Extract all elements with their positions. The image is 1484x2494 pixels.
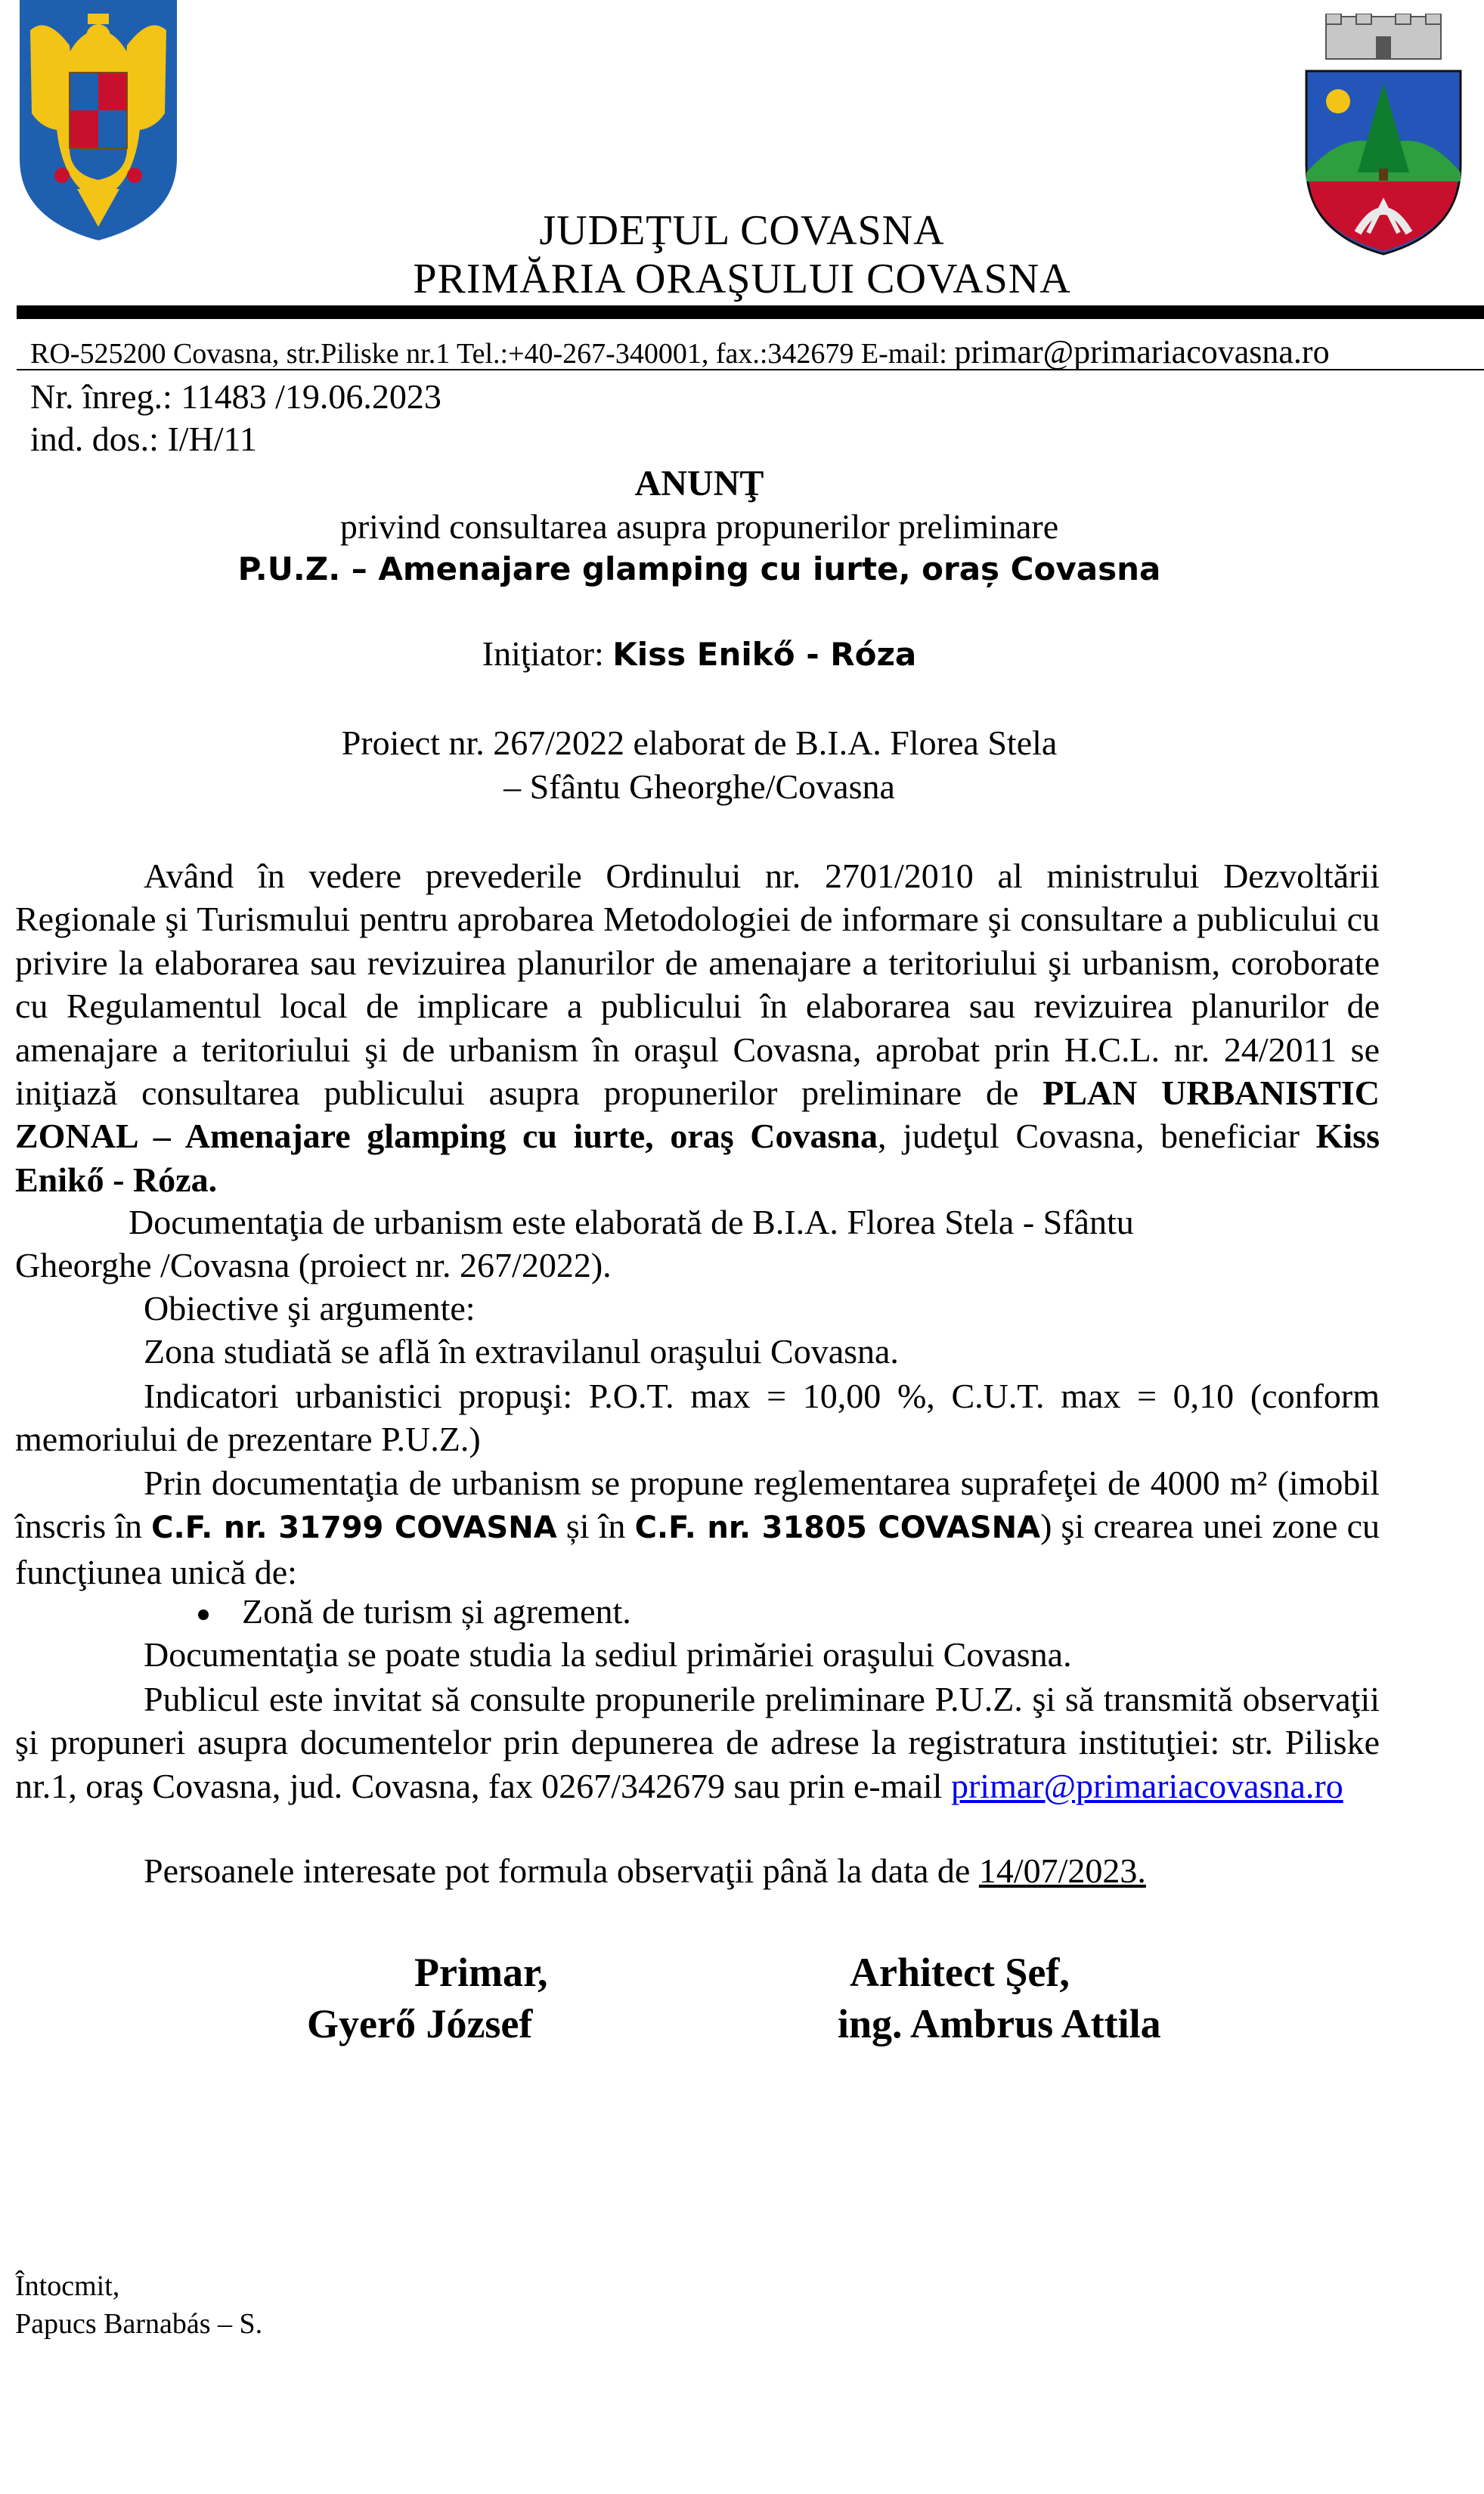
- beneficiary-name: Kiss Enikő - Róza.: [15, 1117, 1380, 1199]
- proposal-text-b: și în: [556, 1507, 635, 1546]
- plan-name: PLAN URBANISTIC ZONAL – Amenajare glamping cu iurte, oraş Covasna: [15, 1074, 1380, 1156]
- paragraph-public-invitation: [15, 1678, 1380, 1808]
- romania-coat-of-arms-icon: [17, 0, 180, 240]
- project-title: P.U.Z. – Amenajare glamping cu iurte, oraș Covasna: [237, 550, 1161, 587]
- email-link[interactable]: primar@primariacovasna.ro: [950, 1766, 1343, 1805]
- deadline-line: [144, 1851, 1146, 1891]
- objectives-heading: Obiective şi argumente:: [144, 1289, 476, 1328]
- initiator-line: [0, 634, 1399, 674]
- header-divider-thick: [17, 305, 1484, 319]
- legal-basis-county: , judeţul Covasna, beneficiar: [877, 1117, 1316, 1156]
- indicators-text: Indicatori urbanistici propuşi: P.O.T. max = 10,00 %, C.U.T. max = 0,10 (conform memoriului de prezentare P.U.Z.): [15, 1377, 1380, 1459]
- paragraph-indicators: [15, 1374, 1380, 1461]
- notice-subtitle: privind consultarea asupra propunerilor preliminare: [339, 507, 1059, 546]
- proposal-text-a: Prin documentaţia de urbanism se propune reglementarea suprafeţei de 4000 m² (imobil înscris în: [15, 1464, 1380, 1546]
- contact-email[interactable]: primar@primariacovasna.ro: [954, 333, 1330, 370]
- bullet-icon: [198, 1609, 209, 1620]
- paragraph-proposal: [15, 1461, 1380, 1594]
- mayor-role: Primar,: [414, 1950, 548, 1995]
- contact-line: [30, 333, 1330, 371]
- documentation-author-line-1: Documentaţia de urbanism este elaborată de B.I.A. Florea Stela - Sfântu: [129, 1203, 1134, 1241]
- dossier-index: ind. dos.: I/H/11: [30, 420, 257, 458]
- deadline-text: Persoanele interesate pot formula observaţii până la data de: [144, 1851, 979, 1890]
- studied-zone: Zona studiată se află în extravilanul oraşului Covasna.: [144, 1332, 899, 1371]
- chief-architect-role: Arhitect Şef,: [850, 1950, 1070, 1995]
- legal-basis-text: Având în vedere prevederile Ordinului nr. 2701/2010 al ministrului Dezvoltării Regionale şi Turismului pentru aprobarea Metodologiei de informare şi consultare a publicului cu privire la elaborarea sau revizuirea planurilor de amenajare a teritoriului şi urbanism, coroborate cu Regulamentul local de implicare a publicului în elaborarea sau revizuirea planurilor de amenajare a teritoriului şi de urbanism în oraşul Covasna, aprobat prin H.C.L. nr. 24/2011 se iniţiază consultarea publicului asupra propunerilor preliminare de: [15, 857, 1380, 1113]
- initiator-name: Kiss Enikő - Róza: [612, 636, 917, 673]
- project-author-line-1: Proiect nr. 267/2022 elaborat de B.I.A. Florea Stela: [341, 723, 1058, 762]
- mayor-name: Gyerő József: [307, 2001, 533, 2046]
- chief-architect-name: ing. Ambrus Attila: [838, 2001, 1161, 2046]
- county-title: JUDEŢUL COVASNA: [539, 207, 945, 254]
- land-register-1: C.F. nr. 31799 COVASNA: [151, 1510, 557, 1546]
- prepared-by-label: Întocmit,: [15, 2270, 120, 2302]
- deadline-date: 14/07/2023.: [978, 1851, 1146, 1890]
- registration-number: Nr. înreg.: 11483 /19.06.2023: [30, 377, 441, 416]
- city-hall-title: PRIMĂRIA ORAŞULUI COVASNA: [413, 256, 1071, 302]
- prepared-by-name: Papucs Barnabás – S.: [15, 2308, 263, 2340]
- paragraph-legal-basis: [15, 854, 1380, 1201]
- proposal-text-c: ) şi crearea unei zone cu funcţiunea unică de:: [15, 1507, 1380, 1591]
- initiator-label: Iniţiator:: [482, 634, 613, 673]
- bullet-text: Zonă de turism și agrement.: [242, 1592, 631, 1631]
- public-invitation-text: Publicul este invitat să consulte propunerile preliminare P.U.Z. şi să transmită observaţii şi propuneri asupra documentelor prin depunerea de adrese la registratura instituţiei: str. Piliske nr.1, oraş Covasna, jud. Covasna, fax 0267/342679 sau prin e-mail: [15, 1680, 1380, 1805]
- project-author-line-2: – Sfântu Gheorghe/Covasna: [503, 767, 895, 806]
- documentation-location: Documentaţia se poate studia la sediul primăriei oraşului Covasna.: [144, 1635, 1072, 1674]
- bullet-item: [198, 1591, 631, 1631]
- documentation-author-line-2: Gheorghe /Covasna (proiect nr. 267/2022).: [15, 1246, 612, 1284]
- notice-title: ANUNŢ: [634, 463, 764, 503]
- land-register-2: C.F. nr. 31805 COVASNA: [634, 1510, 1041, 1546]
- contact-address: RO-525200 Covasna, str.Piliske nr.1 Tel.:+40-267-340001, fax.:342679 E-mail:: [30, 338, 955, 370]
